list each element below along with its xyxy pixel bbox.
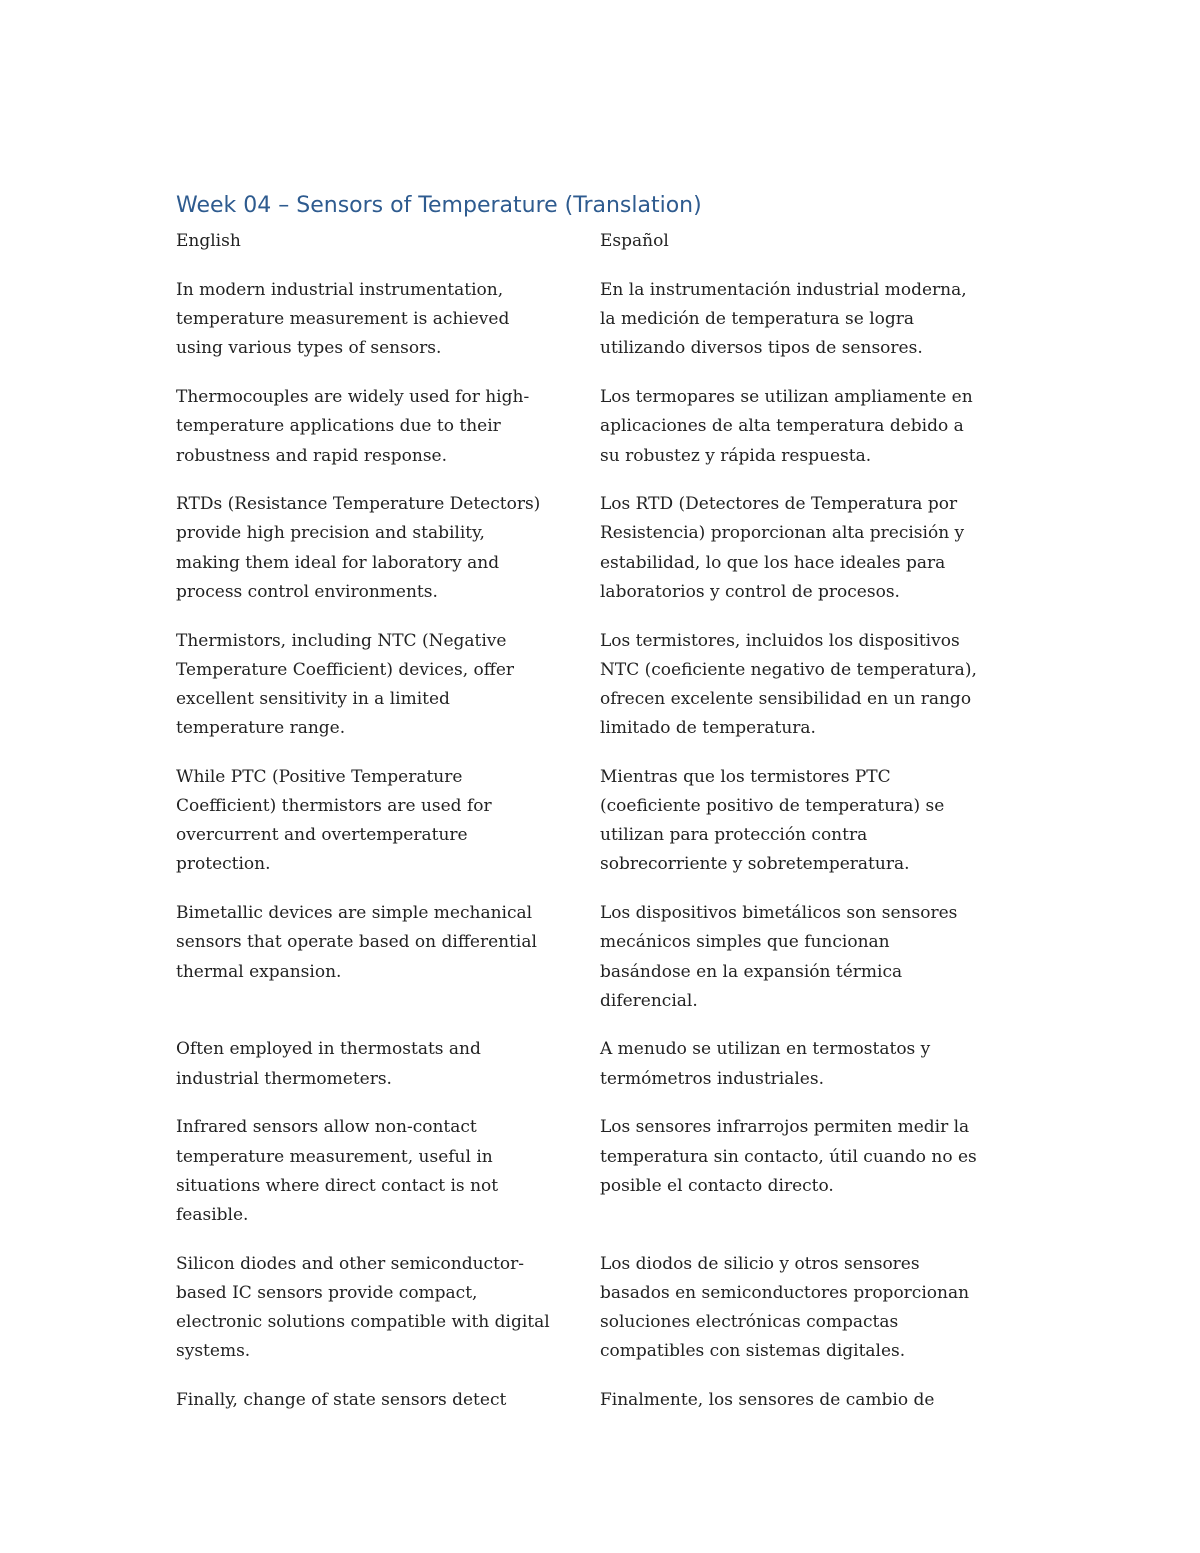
column-header-spanish: Español (600, 231, 669, 251)
translation-row (176, 490, 1006, 607)
translation-table (176, 276, 1006, 1435)
english-paragraph: RTDs (Resistance Temperature Detectors) provide high precision and stability, making them ideal for laboratory and process control environments. (176, 494, 541, 602)
column-header-english: English (176, 231, 241, 251)
translation-row (176, 1113, 1006, 1230)
english-paragraph: Thermistors, including NTC (Negative Temperature Coefficient) devices, offer excellent sensitivity in a limited temperature range. (176, 630, 515, 739)
english-paragraph: Infrared sensors allow non-contact temperature measurement, useful in situations where direct contact is not feasible. (176, 1117, 499, 1225)
page-title: Week 04 – Sensors of Temperature (Translation) (176, 193, 702, 218)
translation-row (176, 763, 1006, 880)
spanish-paragraph: Los termopares se utilizan ampliamente en aplicaciones de alta temperatura debido a su robustez y rápida respuesta. (600, 387, 973, 466)
english-paragraph: Thermocouples are widely used for high- temperature applications due to their robustness and rapid response. (176, 387, 530, 466)
spanish-paragraph: En la instrumentación industrial moderna, la medición de temperatura se logra utilizando diversos tipos de sensores. (600, 280, 967, 359)
spanish-paragraph: Mientras que los termistores PTC (coeficiente positivo de temperatura) se utilizan para protección contra sobrecorriente y sobretemperatura. (600, 766, 945, 875)
translation-row (176, 899, 1006, 1016)
english-paragraph: Finally, change of state sensors detect (176, 1390, 507, 1410)
spanish-paragraph: Finalmente, los sensores de cambio de (600, 1390, 935, 1410)
translation-row (176, 1035, 1006, 1093)
english-paragraph: Bimetallic devices are simple mechanical sensors that operate based on differential thermal expansion. (176, 903, 537, 982)
spanish-paragraph: Los termistores, incluidos los dispositivos NTC (coeficiente negativo de temperatura), ofrecen excelente sensibilidad en un rango limitado de temperatura. (600, 630, 977, 739)
spanish-paragraph: Los dispositivos bimetálicos son sensores mecánicos simples que funcionan basándose en la expansión térmica diferencial. (600, 903, 958, 1011)
spanish-paragraph: Los RTD (Detectores de Temperatura por Resistencia) proporcionan alta precisión y estabilidad, lo que los hace ideales para laboratorios y control de procesos. (600, 494, 965, 602)
translation-row (176, 1250, 1006, 1367)
spanish-paragraph: A menudo se utilizan en termostatos y termómetros industriales. (600, 1039, 931, 1089)
spanish-paragraph: Los sensores infrarrojos permiten medir la temperatura sin contacto, útil cuando no es posible el contacto directo. (600, 1117, 977, 1196)
translation-row (176, 1386, 1006, 1415)
english-paragraph: Silicon diodes and other semiconductor- based IC sensors provide compact, electronic solutions compatible with digital systems. (176, 1253, 550, 1362)
english-paragraph: Often employed in thermostats and industrial thermometers. (176, 1039, 481, 1089)
english-paragraph: While PTC (Positive Temperature Coefficient) thermistors are used for overcurrent and overtemperature protection. (176, 766, 492, 875)
translation-row (176, 276, 1006, 364)
translation-row (176, 627, 1006, 744)
english-paragraph: In modern industrial instrumentation, temperature measurement is achieved using various types of sensors. (176, 280, 510, 359)
translation-row (176, 383, 1006, 471)
spanish-paragraph: Los diodos de silicio y otros sensores basados en semiconductores proporcionan soluciones electrónicas compactas compatibles con sistemas digitales. (600, 1253, 970, 1362)
